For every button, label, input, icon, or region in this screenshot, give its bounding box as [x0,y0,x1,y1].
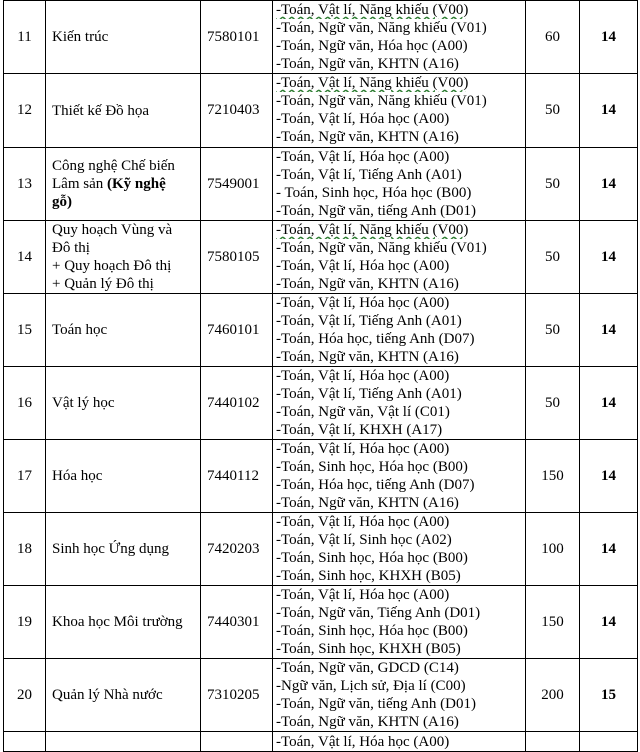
program-code: 7549001 [201,148,273,221]
quota: 150 [526,586,580,659]
combination-item: -Toán, Ngữ văn, Năng khiếu (V01) [276,240,487,256]
combination-item: -Toán, Vật lí, Tiếng Anh (A01) [276,167,462,183]
combination-item: -Toán, Ngữ văn, KHTN (A16) [276,129,459,145]
combination-item: -Toán, Vật lí, Năng khiếu (V00) [276,2,469,18]
subject-combinations [273,440,526,513]
combination-item: -Toán, Vật lí, Hóa học (A00) [276,441,450,457]
quota: 200 [526,659,580,732]
min-score: 14 [580,294,638,367]
program-name [46,148,201,221]
table-row [4,367,638,440]
admission-table [3,0,638,752]
subject-combinations [273,732,526,752]
program-name-part: Đô thị [52,240,90,256]
combination-item: -Toán, Ngữ văn, Năng khiếu (V01) [276,93,487,109]
subject-combinations [273,148,526,221]
program-name [46,367,201,440]
quota: 50 [526,221,580,294]
combination-item: -Toán, Ngữ văn, tiếng Anh (D01) [276,696,476,712]
row-number: 15 [4,294,46,367]
subject-combinations [273,1,526,74]
combination-item: -Toán, Vật lí, Hóa học (A00) [276,295,450,311]
program-name [46,586,201,659]
combination-item: -Toán, Ngữ văn, KHTN (A16) [276,495,459,511]
program-code: 7460101 [201,294,273,367]
program-code: 7420203 [201,513,273,586]
program-name [46,732,201,752]
quota: 50 [526,74,580,148]
min-score: 14 [580,367,638,440]
program-code [201,732,273,752]
quota: 50 [526,367,580,440]
table-row [4,221,638,294]
combination-item: -Toán, Vật lí, Hóa học (A00) [276,368,450,384]
combination-item: -Toán, Sinh học, Hóa học (B00) [276,550,468,566]
program-code: 7310205 [201,659,273,732]
row-number: 19 [4,586,46,659]
combination-item: -Toán, Vật lí, Hóa học (A00) [276,149,450,165]
combination-item: -Toán, Ngữ văn, KHTN (A16) [276,56,459,72]
min-score: 14 [580,221,638,294]
combination-item: -Toán, Ngữ văn, KHTN (A16) [276,714,459,730]
subject-combinations [273,74,526,148]
combination-item: -Toán, Vật lí, KHXH (A17) [276,422,443,438]
program-name-part: Công nghệ Chế biến [52,158,175,174]
combination-item: -Toán, Vật lí, Hóa học (A00) [276,587,450,603]
combination-item: -Toán, Vật lí, Hóa học (A00) [276,111,450,127]
quota: 50 [526,294,580,367]
row-number [4,732,46,752]
quota [526,732,580,752]
program-name-part: Vật lý học [52,395,115,411]
program-name-part: + Quản lý Đô thị [52,276,154,292]
program-name-part: Kiến trúc [52,29,109,45]
combination-item: -Toán, Vật lí, Tiếng Anh (A01) [276,386,462,402]
program-name-part: (Kỹ nghệ [106,176,166,192]
table-row [4,732,638,752]
combination-item: -Toán, Sinh học, Hóa học (B00) [276,623,468,639]
subject-combinations [273,294,526,367]
program-name-part: + Quy hoạch Đô thị [52,258,172,274]
table-row [4,586,638,659]
row-number: 18 [4,513,46,586]
program-name-part: Toán học [52,322,108,338]
combination-item: -Toán, Ngữ văn, Tiếng Anh (D01) [276,605,481,621]
combination-item: -Toán, Sinh học, Hóa học (B00) [276,459,468,475]
table-body [4,1,638,752]
row-number: 11 [4,1,46,74]
program-name-part: Hóa học [52,468,103,484]
combination-item: -Toán, Hóa học, tiếng Anh (D07) [276,477,475,493]
combination-item: -Toán, Sinh học, KHXH (B05) [276,641,461,657]
combination-item: -Toán, Ngữ văn, KHTN (A16) [276,276,459,292]
combination-item: -Toán, Vật lí, Hóa học (A00) [276,514,450,530]
row-number: 14 [4,221,46,294]
min-score: 15 [580,659,638,732]
row-number: 17 [4,440,46,513]
row-number: 13 [4,148,46,221]
program-code: 7580105 [201,221,273,294]
program-code: 7580101 [201,1,273,74]
quota: 60 [526,1,580,74]
quota: 50 [526,148,580,221]
program-name-part: Quy hoạch Vùng và [52,222,173,238]
table-row [4,148,638,221]
program-code: 7440301 [201,586,273,659]
table-row [4,659,638,732]
table-row [4,1,638,74]
combination-item: -Toán, Vật lí, Sinh học (A02) [276,532,452,548]
subject-combinations [273,221,526,294]
table-row [4,513,638,586]
min-score: 14 [580,440,638,513]
min-score: 14 [580,513,638,586]
combination-item: -Toán, Hóa học, tiếng Anh (D07) [276,331,475,347]
combination-item: -Toán, Ngữ văn, GDCD (C14) [276,660,459,676]
program-name-part: Quản lý Nhà nước [52,687,163,703]
program-name [46,221,201,294]
program-name-part: gỗ) [52,194,72,210]
program-name [46,294,201,367]
subject-combinations [273,367,526,440]
row-number: 16 [4,367,46,440]
table-row [4,74,638,148]
combination-item: -Toán, Ngữ văn, KHTN (A16) [276,349,459,365]
table-row [4,294,638,367]
program-name-part: Thiết kế Đồ họa [52,102,150,119]
quota: 100 [526,513,580,586]
program-name-part: Khoa học Môi trường [52,614,183,630]
combination-item: -Toán, Ngữ văn, Vật lí (C01) [276,404,450,420]
min-score: 14 [580,74,638,148]
subject-combinations [273,513,526,586]
program-name [46,659,201,732]
min-score: 14 [580,586,638,659]
combination-item: -Ngữ văn, Lịch sử, Địa lí (C00) [276,678,466,694]
program-name [46,440,201,513]
program-code: 7440112 [201,440,273,513]
combination-item: -Toán, Vật lí, Năng khiếu (V00) [276,222,469,238]
combination-item: -Toán, Ngữ văn, tiếng Anh (D01) [276,203,476,219]
row-number: 12 [4,74,46,148]
row-number: 20 [4,659,46,732]
table-row [4,440,638,513]
program-name [46,513,201,586]
subject-combinations [273,586,526,659]
min-score: 14 [580,1,638,74]
combination-item: - Toán, Sinh học, Hóa học (B00) [276,185,472,201]
program-name-part: Sinh học Ứng dụng [52,541,170,557]
combination-item: -Toán, Vật lí, Năng khiếu (V00) [276,75,469,91]
min-score [580,732,638,752]
combination-item: -Toán, Vật lí, Tiếng Anh (A01) [276,313,462,329]
program-code: 7440102 [201,367,273,440]
quota: 150 [526,440,580,513]
subject-combinations [273,659,526,732]
combination-item: -Toán, Vật lí, Hóa học (A00) [276,258,450,274]
min-score: 14 [580,148,638,221]
program-name-part: Lâm sản [52,176,107,192]
program-name [46,74,201,148]
combination-item: -Toán, Ngữ văn, Năng khiếu (V01) [276,20,487,36]
combination-item: -Toán, Sinh học, KHXH (B05) [276,568,461,584]
program-code: 7210403 [201,74,273,148]
combination-item: -Toán, Vật lí, Hóa học (A00) [276,734,450,750]
program-name [46,1,201,74]
combination-item: -Toán, Ngữ văn, Hóa học (A00) [276,38,468,54]
